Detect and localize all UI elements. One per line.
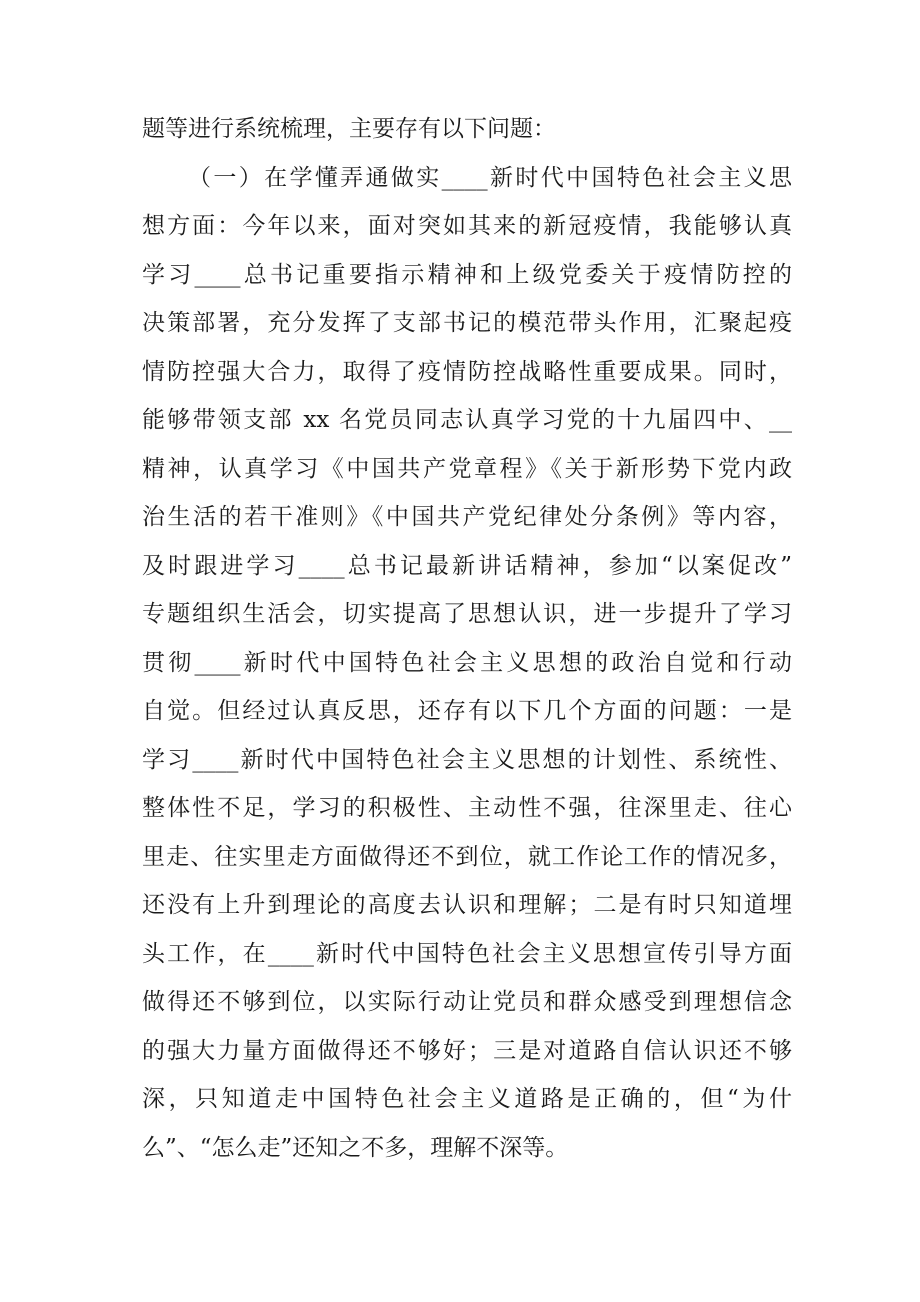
text-line: （一）在学懂弄通做实____新时代中国特色社会主义思 [188,164,792,191]
text-line: 想方面：今年以来，面对突如其来的新冠疫情，我能够认真 [142,213,792,239]
text-line: 治生活的若干准则》《中国共产党纪律处分条例》等内容， [142,504,792,530]
text-line: 学习____总书记重要指示精神和上级党委关于疫情防控的 [142,261,792,288]
text-line: 题等进行系统梳理，主要存有以下问题： [142,116,556,142]
text-line: 么”、“怎么走”还知之不多，理解不深等。 [142,1134,569,1161]
text-line: 里走、往实里走方面做得还不到位，就工作论工作的情况多， [142,843,792,870]
text-line: 还没有上升到理论的高度去认识和理解；二是有时只知道埋 [142,892,792,918]
text-line: 专题组织生活会，切实提高了思想认识，进一步提升了学习 [142,601,792,627]
text-line: 整体性不足，学习的积极性、主动性不强，往深里走、往心 [142,795,792,821]
text-line: 深，只知道走中国特色社会主义道路是正确的，但“为什 [142,1086,792,1112]
text-line: 精神，认真学习《中国共产党章程》《关于新形势下党内政 [142,455,792,482]
text-line: 及时跟进学习____总书记最新讲话精神，参加“以案促改” [142,552,792,579]
text-line: 头工作，在____新时代中国特色社会主义思想宣传引导方面 [142,940,792,967]
text-line: 贯彻____新时代中国特色社会主义思想的政治自觉和行动 [142,649,792,676]
text-line: 的强大力量方面做得还不够好；三是对道路自信认识还不够 [142,1037,792,1064]
text-line: 情防控强大合力，取得了疫情防控战略性重要成果。同时， [142,358,792,385]
text-line: 做得还不够到位，以实际行动让党员和群众感受到理想信念 [142,989,792,1015]
body-text [142,105,792,1172]
text-line: 能够带领支部 xx 名党员同志认真学习党的十九届四中、__ [142,407,792,433]
text-line: 学习____新时代中国特色社会主义思想的计划性、系统性、 [142,746,792,773]
text-line: 自觉。但经过认真反思，还存有以下几个方面的问题：一是 [142,698,792,724]
text-line: 决策部署，充分发挥了支部书记的模范带头作用，汇聚起疫 [142,310,792,336]
